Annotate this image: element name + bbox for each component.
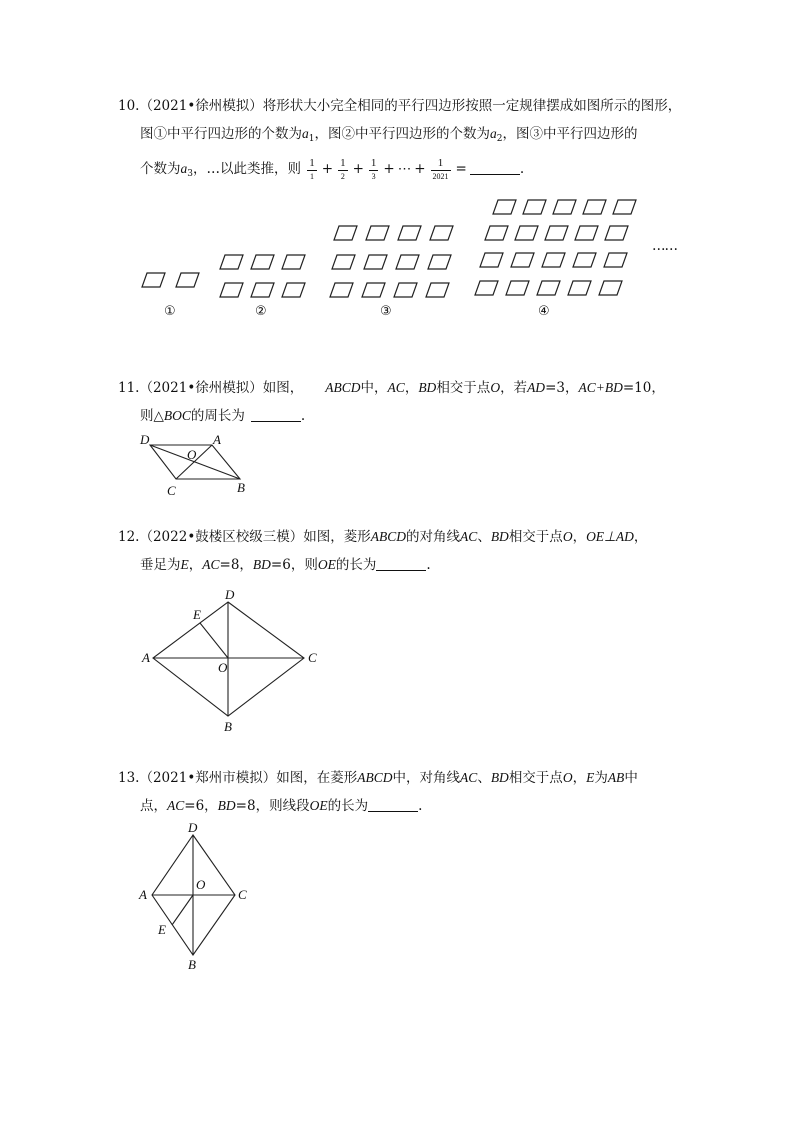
numerator: 1 — [309, 156, 315, 169]
q13-var: E — [586, 770, 595, 785]
q12-rhombus-figure — [153, 602, 304, 716]
q13-line-1 — [118, 768, 638, 788]
small-parallelogram — [515, 226, 538, 240]
q12-text: 的对角线 — [406, 529, 461, 545]
q13-text: 点， — [140, 798, 167, 814]
q13-label-o: O — [196, 877, 206, 892]
small-parallelogram — [394, 283, 417, 297]
q11-var: O — [490, 380, 501, 395]
q10-text: ，图②中平行四边形的个数为 — [314, 126, 490, 142]
q13-text: 为 — [594, 770, 608, 786]
q12-label-a: A — [142, 650, 150, 665]
small-parallelogram — [511, 253, 534, 267]
q10-continuation: …… — [652, 238, 677, 254]
q13-text: 中 — [624, 770, 638, 786]
small-parallelogram — [613, 200, 636, 214]
q12-label-d: D — [225, 587, 235, 602]
q10-text: ，…以此类推，则 — [192, 161, 301, 177]
q11-line-1 — [118, 378, 665, 398]
numerator: 1 — [340, 156, 346, 169]
q11-var: AD — [527, 380, 546, 395]
q12-answer-blank — [376, 558, 426, 571]
q11-var: BD — [418, 380, 437, 395]
q11-label-a: A — [213, 432, 221, 447]
small-parallelogram — [282, 283, 305, 297]
q10-parallelogram-figure — [142, 200, 636, 297]
q12-var: BD — [252, 557, 271, 572]
plus-sign: + — [321, 161, 334, 177]
small-parallelogram — [605, 226, 628, 240]
small-parallelogram — [220, 255, 243, 269]
q11-label-d: D — [140, 432, 150, 447]
small-parallelogram — [251, 255, 274, 269]
q13-text: 的长为 — [327, 798, 369, 814]
q10-var-a3-sub: 3 — [187, 169, 193, 179]
q11-answer-blank — [251, 409, 301, 422]
equals-sign: = — [455, 161, 467, 177]
small-parallelogram — [334, 226, 357, 240]
q12-text: 、 — [477, 529, 491, 545]
q12-label-o: O — [218, 660, 228, 675]
q13-text: 13.（2021•郑州市模拟）如图，在菱形 — [118, 770, 358, 786]
small-parallelogram — [430, 226, 453, 240]
q10-var-a2-sub: 2 — [496, 134, 503, 144]
q13-var: AC — [460, 770, 478, 785]
small-parallelogram — [599, 281, 622, 295]
q12-line-2 — [140, 555, 431, 575]
q10-figure-label-2: ② — [255, 304, 267, 319]
q12-label-c: C — [308, 650, 317, 665]
q13-text: 相交于点 — [508, 770, 563, 786]
small-parallelogram — [480, 253, 503, 267]
q10-figure-label-1: ① — [164, 304, 176, 319]
small-parallelogram — [428, 255, 451, 269]
small-parallelogram — [282, 255, 305, 269]
q13-text: 、 — [477, 770, 491, 786]
small-parallelogram — [553, 200, 576, 214]
q10-text: 个数为 — [140, 161, 181, 177]
q12-text: ， — [633, 529, 648, 545]
q13-label-c: C — [238, 887, 247, 902]
q13-label-b: B — [188, 957, 196, 972]
q13-line-2 — [140, 796, 422, 816]
q13-text: =8，则线段 — [235, 798, 310, 814]
small-parallelogram — [485, 226, 508, 240]
small-parallelogram — [398, 226, 421, 240]
q11-end: . — [300, 408, 306, 424]
q12-label-e: E — [193, 607, 201, 622]
q12-text: ， — [572, 529, 587, 545]
q11-text: =3， — [545, 380, 579, 396]
q12-text: 垂足为 — [140, 557, 181, 573]
q10-var-a3: a — [180, 161, 188, 176]
small-parallelogram — [575, 226, 598, 240]
q12-var: OE⊥AD — [586, 529, 634, 544]
small-parallelogram — [568, 281, 591, 295]
q10-text: ，图③中平行四边形的 — [502, 126, 638, 142]
q11-label-b: B — [237, 480, 245, 495]
q12-text: =6，则 — [270, 557, 318, 573]
q12-var: E — [180, 557, 189, 572]
small-parallelogram — [475, 281, 498, 295]
q11-text: 则△ — [140, 408, 164, 424]
q13-segment-oe — [172, 895, 193, 925]
q13-answer-blank — [368, 799, 418, 812]
small-parallelogram — [142, 273, 165, 287]
q11-var: AC — [387, 380, 405, 395]
plus-sign: + — [352, 161, 364, 177]
q10-var-a1-sub: 1 — [308, 134, 315, 144]
q11-var: ABCD — [325, 380, 361, 395]
q13-label-d: D — [188, 820, 198, 835]
numerator: 1 — [370, 156, 377, 169]
small-parallelogram — [573, 253, 596, 267]
q11-text: =10， — [622, 380, 665, 396]
q12-text: =8， — [219, 557, 253, 573]
q12-var: ABCD — [370, 529, 407, 544]
q10-text: 10.（2021•徐州模拟）将形状大小完全相同的平行四边形按照一定规律摆成如图所示的图形， — [118, 98, 682, 114]
q10-figure-label-4: ④ — [538, 304, 550, 319]
q10-var-a2: a — [489, 126, 497, 141]
q11-text: ，若 — [500, 380, 528, 396]
denominator: 1 — [310, 171, 315, 181]
q12-var: O — [562, 529, 573, 544]
small-parallelogram — [364, 255, 387, 269]
q13-label-e: E — [158, 922, 166, 937]
small-parallelogram — [426, 283, 449, 297]
q10-end: . — [519, 161, 525, 177]
numerator: 1 — [431, 157, 451, 171]
small-parallelogram — [332, 255, 355, 269]
q13-var: BD — [490, 770, 509, 785]
q13-var: O — [562, 770, 573, 785]
small-parallelogram — [251, 283, 274, 297]
small-parallelogram — [493, 200, 516, 214]
q12-var: AC — [460, 529, 478, 544]
q13-var: OE — [309, 798, 328, 813]
denominator: 2 — [340, 171, 345, 181]
q11-line-2 — [140, 406, 305, 426]
q13-text: =6， — [184, 798, 218, 814]
q11-text: 11.（2021•徐州模拟）如图， — [118, 380, 304, 396]
small-parallelogram — [330, 283, 353, 297]
q12-var: BD — [490, 529, 509, 544]
q12-label-b: B — [224, 719, 232, 734]
small-parallelogram — [542, 253, 565, 267]
small-parallelogram — [396, 255, 419, 269]
q11-var: AC+BD — [578, 380, 623, 395]
q12-line-1 — [118, 527, 647, 547]
small-parallelogram — [220, 283, 243, 297]
q12-text: 的长为 — [335, 557, 377, 573]
small-parallelogram — [176, 273, 199, 287]
q10-figure-label-3: ③ — [380, 304, 392, 319]
ellipsis: ⋯ — [397, 161, 412, 177]
small-parallelogram — [545, 226, 568, 240]
q13-text: 中，对角线 — [392, 770, 461, 786]
q13-var: BD — [217, 798, 236, 813]
small-parallelogram — [366, 226, 389, 240]
small-parallelogram — [523, 200, 546, 214]
q12-end: . — [426, 557, 431, 573]
small-parallelogram — [537, 281, 560, 295]
q12-text: 12.（2022•鼓楼区校级三模）如图，菱形 — [118, 529, 371, 545]
q13-var: ABCD — [357, 770, 393, 785]
q10-text: 图①中平行四边形的个数为 — [140, 126, 302, 142]
small-parallelogram — [583, 200, 606, 214]
q12-text: 相交于点 — [508, 529, 563, 545]
q13-var: AB — [607, 770, 625, 785]
q11-label-o: O — [187, 447, 197, 462]
plus-sign: + — [414, 161, 426, 177]
q11-text: ， — [404, 380, 419, 396]
plus-sign: + — [383, 161, 395, 177]
q11-label-c: C — [167, 483, 176, 498]
denominator: 2021 — [432, 171, 449, 181]
q11-text: 中， — [360, 380, 388, 396]
q12-segment-oe — [200, 623, 228, 658]
q13-label-a: A — [139, 887, 147, 902]
q12-text: ， — [188, 557, 203, 573]
small-parallelogram — [604, 253, 627, 267]
q10-var-a1: a — [302, 126, 309, 141]
q13-text: ， — [572, 770, 587, 786]
denominator: 3 — [371, 171, 376, 181]
q11-var: BOC — [163, 408, 191, 423]
q12-var: OE — [317, 557, 336, 572]
q12-var: AC — [202, 557, 220, 572]
small-parallelogram — [506, 281, 529, 295]
q11-text: 的周长为 — [190, 408, 245, 424]
q11-text: 相交于点 — [436, 380, 491, 396]
small-parallelogram — [362, 283, 385, 297]
q13-end: . — [418, 798, 423, 814]
q13-var: AC — [167, 798, 185, 813]
